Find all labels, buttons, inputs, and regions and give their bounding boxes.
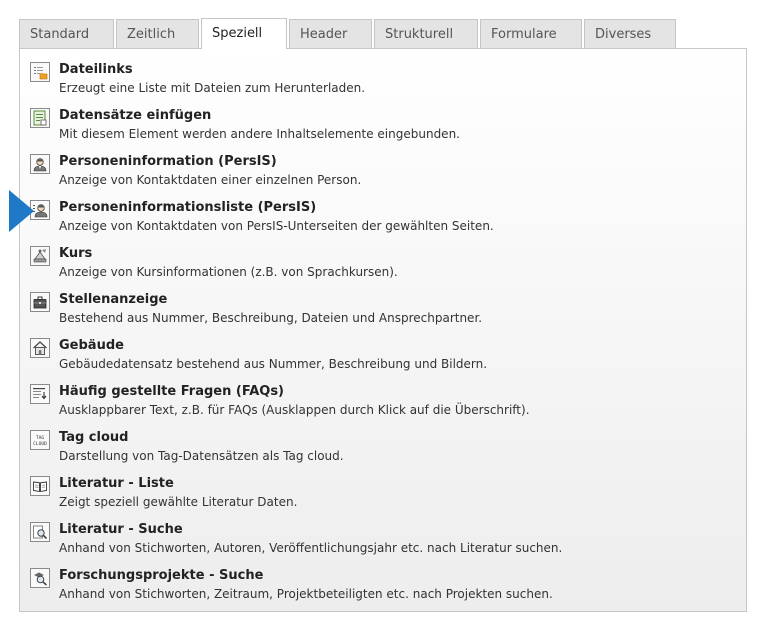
- content-element-panel: [19, 48, 747, 612]
- item-gebaeude[interactable]: [30, 333, 730, 375]
- item-description: Darstellung von Tag-Datensätzen als Tag cloud.: [59, 449, 344, 463]
- item-title: Stellenanzeige: [59, 292, 168, 307]
- file-links-icon: [30, 62, 50, 82]
- item-datensaetze-einfuegen[interactable]: [30, 103, 730, 145]
- item-dateilinks[interactable]: [30, 57, 730, 99]
- item-title: Kurs: [59, 246, 93, 261]
- item-description: Gebäudedatensatz bestehend aus Nummer, Beschreibung und Bildern.: [59, 357, 488, 371]
- item-title: Forschungsprojekte - Suche: [59, 568, 264, 583]
- item-faq[interactable]: [30, 379, 730, 421]
- item-personeninformationsliste[interactable]: [30, 195, 730, 237]
- tab-header[interactable]: Header: [289, 19, 372, 49]
- item-description: Erzeugt eine Liste mit Dateien zum Herunterladen.: [59, 81, 366, 95]
- literature-search-icon: [30, 522, 50, 542]
- tab-zeitlich[interactable]: Zeitlich: [116, 19, 199, 49]
- item-tag-cloud[interactable]: [30, 425, 730, 467]
- item-description: Zeigt speziell gewählte Literatur Daten.: [59, 495, 298, 509]
- item-title: Tag cloud: [59, 430, 129, 445]
- item-description: Anhand von Stichworten, Zeitraum, Projektbeteiligten etc. nach Projekten suchen.: [59, 587, 553, 601]
- item-description: Mit diesem Element werden andere Inhaltselemente eingebunden.: [59, 127, 460, 141]
- item-kurs[interactable]: [30, 241, 730, 283]
- item-title: Literatur - Liste: [59, 476, 174, 491]
- faq-icon: [30, 384, 50, 404]
- item-description: Anhand von Stichworten, Autoren, Veröffentlichungsjahr etc. nach Literatur suchen.: [59, 541, 563, 555]
- research-search-icon: [30, 568, 50, 588]
- item-description: Anzeige von Kontaktdaten einer einzelnen Person.: [59, 173, 362, 187]
- tag-cloud-icon-text-tag: TAG: [35, 436, 45, 441]
- briefcase-icon: [30, 292, 50, 312]
- content-type-tabs: [19, 18, 678, 49]
- item-title: Personeninformationsliste (PersIS): [59, 200, 317, 215]
- item-stellenanzeige[interactable]: [30, 287, 730, 329]
- tab-standard[interactable]: Standard: [19, 19, 114, 49]
- building-icon: [30, 338, 50, 358]
- item-personeninformation[interactable]: [30, 149, 730, 191]
- item-description: Ausklappbarer Text, z.B. für FAQs (Ausklappen durch Klick auf die Überschrift).: [59, 403, 530, 417]
- person-icon: [30, 154, 50, 174]
- item-title: Gebäude: [59, 338, 124, 353]
- item-description: Anzeige von Kontaktdaten von PersIS-Unterseiten der gewählten Seiten.: [59, 219, 494, 233]
- insert-records-icon: [30, 108, 50, 128]
- item-title: Datensätze einfügen: [59, 108, 212, 123]
- tag-cloud-icon: [30, 430, 50, 450]
- item-title: Literatur - Suche: [59, 522, 183, 537]
- item-description: Anzeige von Kursinformationen (z.B. von Sprachkursen).: [59, 265, 398, 279]
- item-title: Personeninformation (PersIS): [59, 154, 277, 169]
- tab-speziell[interactable]: Speziell: [201, 18, 287, 49]
- item-title: Dateilinks: [59, 62, 133, 77]
- book-icon: [30, 476, 50, 496]
- course-icon: [30, 246, 50, 266]
- tab-strukturell[interactable]: Strukturell: [374, 19, 478, 49]
- item-forschungsprojekte-suche[interactable]: [30, 563, 730, 605]
- item-literatur-liste[interactable]: [30, 471, 730, 513]
- tab-diverses[interactable]: Diverses: [584, 19, 676, 49]
- tab-formulare[interactable]: Formulare: [480, 19, 582, 49]
- item-title: Häufig gestellte Fragen (FAQs): [59, 384, 284, 399]
- item-description: Bestehend aus Nummer, Beschreibung, Dateien und Ansprechpartner.: [59, 311, 483, 325]
- item-literatur-suche[interactable]: [30, 517, 730, 559]
- selection-pointer-arrow: [9, 190, 34, 232]
- tag-cloud-icon-text-cloud: CLOUD: [33, 442, 47, 447]
